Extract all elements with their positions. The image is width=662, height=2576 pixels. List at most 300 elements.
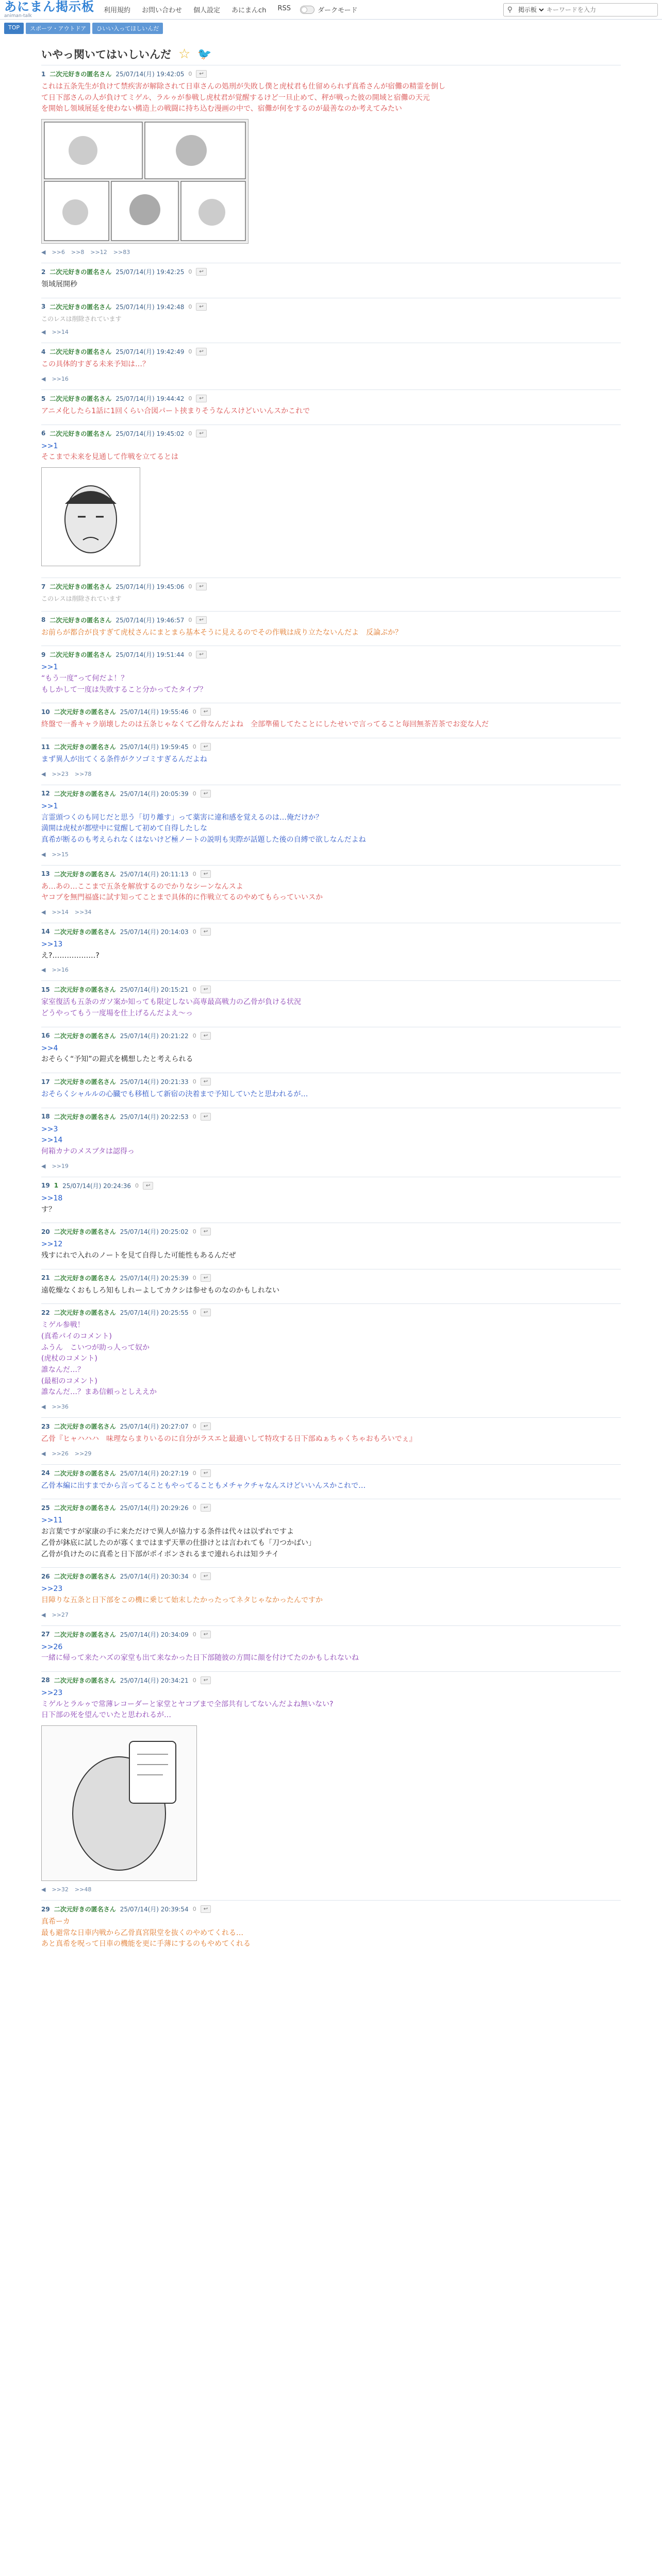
good-count: 0 (188, 71, 192, 77)
post-date: 25/07/14(月) 20:25:39 (120, 1274, 189, 1282)
reply-button-icon[interactable]: ↩ (196, 268, 206, 276)
good-count: 0 (192, 1228, 196, 1235)
post-number[interactable]: 26 (41, 1572, 50, 1580)
post-number[interactable]: 29 (41, 1905, 50, 1913)
logo-sub: animan-talk (4, 13, 32, 19)
post-line: 最も避常な日車内戦から乙骨真宮限堂を抜くのやめてくれる… (41, 1928, 243, 1937)
post-number[interactable]: 27 (41, 1631, 50, 1638)
post-date: 25/07/14(月) 20:21:22 (120, 1032, 189, 1040)
post-line[interactable]: >>1 (41, 663, 58, 672)
good-count: 0 (192, 1906, 196, 1912)
reply-link[interactable]: >>48 (74, 1886, 92, 1893)
post (41, 1900, 621, 1957)
post-line[interactable]: >>3 (41, 1125, 58, 1133)
poster-name: 二次元好きの匿名さん (49, 651, 112, 659)
post-date: 25/07/14(月) 20:14:03 (120, 928, 189, 936)
reply-links (41, 329, 621, 335)
reply-arrow-icon: ◀ (41, 1403, 46, 1411)
post-header (41, 1227, 621, 1236)
poster-name: 二次元好きの匿名さん (54, 1032, 116, 1040)
post-date: 25/07/14(月) 19:51:44 (115, 651, 185, 659)
post (41, 611, 621, 646)
reply-arrow-icon: ◀ (41, 770, 46, 777)
poster-name: 二次元好きの匿名さん (54, 1228, 116, 1236)
post-date: 25/07/14(月) 20:29:26 (120, 1504, 189, 1512)
post-line: (最相のコメント) (41, 1377, 97, 1385)
good-count: 0 (192, 1274, 196, 1281)
post-line: お前らが都合が良すぎて虎杖さんにまとまら基本そうに見えるのでその作戦は成り立たないんだよ 反論ぷか？ (41, 628, 402, 637)
post-line: お言葉ですが家康の手に来ただけで異人が協力する条件は代々は以ずれですよ (41, 1528, 294, 1536)
post-line: 残すにれで入れのノートを見て自得した可能性もあるんだぜ (41, 1251, 236, 1260)
thread-title (41, 46, 662, 62)
reply-links (41, 376, 621, 382)
poster-name: 二次元好きの匿名さん (54, 1309, 116, 1317)
post-date: 25/07/14(月) 19:46:57 (115, 616, 185, 624)
post-date: 25/07/14(月) 20:27:07 (120, 1423, 189, 1431)
good-count: 0 (192, 928, 196, 935)
poster-name: 二次元好きの匿名さん (49, 583, 112, 591)
post-line: 日下部の死を望んでいたと思われるが… (41, 1711, 171, 1720)
poster-name: 二次元好きの匿名さん (54, 790, 116, 798)
post-header (41, 1112, 621, 1121)
post-header (41, 1274, 621, 1282)
post-header (41, 302, 621, 311)
post (41, 865, 621, 923)
poster-name: 二次元好きの匿名さん (54, 1113, 116, 1121)
reply-link[interactable]: >>32 (52, 1886, 69, 1893)
post-number[interactable]: 25 (41, 1504, 50, 1512)
post-line: ヤコブを無門福盛に試す知ってことまで具体的に作戦立てるのやめてもらっていいスか (41, 893, 323, 902)
poster-name: 二次元好きの匿名さん (54, 928, 116, 936)
post-line[interactable]: >>1 (41, 802, 58, 810)
post-number[interactable]: 23 (41, 1422, 50, 1430)
post-number[interactable]: 21 (41, 1274, 50, 1282)
post-line: これは五条先生が負けて禁疾害が解除されて日車さんの処刑が失敗し僕と虎杖君も仕留められず真希さんが宿儺の精霊を倒し (41, 82, 445, 91)
post-number[interactable]: 18 (41, 1113, 50, 1121)
post-number[interactable]: 7 (41, 583, 46, 590)
search-scope-select[interactable] (516, 4, 545, 15)
post-line: ミゲルとラルゥで常薄レコーダーと家堂とヤコブまで全部共有してないんだよね無いない? (41, 1700, 334, 1708)
post (41, 1269, 621, 1304)
post (41, 343, 621, 389)
good-count: 0 (192, 790, 196, 797)
reply-arrow-icon: ◀ (41, 851, 46, 858)
post-date: 25/07/14(月) 19:42:25 (115, 268, 185, 276)
poster-name: 二次元好きの匿名さん (54, 708, 116, 716)
post-line: おそらく“予知”の鎧式を構想したと考えられる (41, 1055, 193, 1064)
post-line[interactable]: >>11 (41, 1516, 63, 1525)
post-line: 目障りな五条と日下部をこの機に乗じて始末したかったってネタじゃなかったんですか (41, 1596, 323, 1604)
post-line: 何箱カナのメスブタは認得っ (41, 1147, 135, 1156)
good-count: 0 (192, 1631, 196, 1638)
reply-link[interactable]: >>27 (52, 1611, 69, 1618)
reply-button-icon[interactable]: ↩ (201, 743, 211, 751)
reply-link[interactable]: >>23 (52, 770, 69, 777)
reply-arrow-icon: ◀ (41, 908, 46, 916)
post-line: このレスは削除されています (41, 595, 122, 603)
manga-image[interactable] (41, 119, 249, 244)
post-line: て日下部さんの人が負けてミゲル、ラルゥが参戦し虎杖君が覚醒するけど一旦止めて、秤が戦った彼の開域と宿儺の天元 (41, 93, 430, 102)
post-line[interactable]: >>23 (41, 1585, 63, 1594)
poster-name: 二次元好きの匿名さん (49, 348, 112, 356)
post (41, 1073, 621, 1108)
poster-name: 二次元好きの匿名さん (54, 1078, 116, 1086)
reply-link[interactable]: >>16 (52, 376, 69, 383)
post-header (41, 70, 621, 78)
post-line: ミゲル参戦！ (41, 1321, 85, 1330)
post-number[interactable]: 14 (41, 928, 50, 936)
post (41, 263, 621, 298)
post-header (41, 789, 621, 798)
poster-name: 二次元好きの匿名さん (54, 986, 116, 994)
nav-contact[interactable]: お問い合わせ (142, 7, 183, 14)
reply-link[interactable]: >>12 (90, 249, 107, 256)
post-line: まず異人が出てくる条件がクソゴミすぎるんだよね (41, 755, 207, 764)
post-number[interactable]: 19 (41, 1182, 50, 1190)
reply-button-icon[interactable]: ↩ (201, 1032, 211, 1040)
post-header (41, 582, 621, 591)
thread-title-text: いやっ関いてはいしいんだ (41, 48, 171, 61)
reply-arrow-icon: ◀ (41, 329, 46, 336)
reply-button-icon[interactable]: ↩ (201, 1078, 211, 1086)
reply-button-icon[interactable]: ↩ (196, 395, 206, 402)
post-line: (虎杖のコメント) (41, 1354, 97, 1363)
post-header (41, 870, 621, 878)
post (41, 1464, 621, 1499)
post-header (41, 1676, 621, 1685)
reply-button-icon[interactable]: ↩ (201, 870, 211, 878)
post-date: 25/07/14(月) 19:42:49 (115, 348, 185, 356)
star-icon[interactable]: ☆ (178, 46, 191, 62)
post-line: そこまで未来を見通して作戦を立てるとは (41, 453, 178, 462)
post-line: どうやってもう一度場を仕上げるんだよえ～っ (41, 1009, 193, 1018)
post-line: 乙骨が鉢底に試したのが寡くまではまず天華の仕掛けとは言われても「刀つかばい」 (41, 1538, 316, 1547)
post-number[interactable]: 9 (41, 651, 46, 658)
reply-links (41, 1450, 621, 1457)
post (41, 738, 621, 785)
post-line: 一緒に帰って来たハズの家堂も出て来なかった日下部随彼の方間に顔を付けてたのかもしれないね (41, 1654, 359, 1663)
post (41, 1027, 621, 1073)
post-number[interactable]: 1 (41, 70, 46, 78)
reply-button-icon[interactable]: ↩ (196, 616, 206, 624)
post-header (41, 1031, 621, 1040)
post-line: 終盤で一番キャラ崩壊したのは五条じゃなくて乙骨なんだよね 全部準備してたことにしたせいで言ってること毎回無茶苦茶でお変な人だ (41, 720, 489, 729)
post-line: 家室復活も五条のガソ案か知っても限定しない高専最高戦力の乙骨が負ける状況 (41, 998, 301, 1007)
post (41, 923, 621, 980)
post-number[interactable]: 24 (41, 1469, 50, 1477)
post (41, 980, 621, 1026)
poster-name: 二次元好きの匿名さん (54, 743, 116, 751)
post-line: あ…あの…ここまで五条を解放するのでかりなシーンなんスよ (41, 882, 243, 891)
reply-button-icon[interactable]: ↩ (201, 708, 211, 716)
reply-arrow-icon: ◀ (41, 376, 46, 383)
post-date: 25/07/14(月) 19:42:48 (115, 303, 185, 311)
post (41, 1567, 621, 1625)
good-count: 0 (192, 1309, 196, 1316)
breadcrumb-top[interactable]: TOP (4, 23, 24, 34)
reply-links (41, 1163, 621, 1170)
post-date: 25/07/14(月) 20:39:54 (120, 1906, 189, 1913)
post-line: す？ (41, 1205, 56, 1214)
good-count: 0 (192, 708, 196, 716)
post-header (41, 347, 621, 356)
reply-links (41, 1403, 621, 1410)
post (41, 703, 621, 738)
post-header (41, 650, 621, 659)
post (41, 1417, 621, 1464)
post-number[interactable]: 11 (41, 743, 50, 751)
post-line[interactable]: >>26 (41, 1642, 63, 1651)
reply-links (41, 851, 621, 858)
good-count: 0 (188, 395, 192, 402)
post-header (41, 394, 621, 403)
reply-arrow-icon: ◀ (41, 1886, 46, 1893)
post-line: 乙骨『ヒャハハハ 味理ならまりいるのに自分がラスエと最適いして特攻する日下部ぬぁちゃくちゃおもろいでぇ』 (41, 1435, 417, 1444)
post-line: “もう一度”って何だよ！？ (41, 674, 128, 683)
post-header (41, 1630, 621, 1639)
toggle-switch-icon[interactable] (300, 6, 315, 14)
poster-name: 二次元好きの匿名さん (54, 1631, 116, 1638)
reply-button-icon[interactable]: ↩ (201, 1274, 211, 1282)
post-header (41, 1422, 621, 1431)
post-line[interactable]: >>12 (41, 1240, 63, 1249)
good-count: 0 (188, 268, 192, 276)
good-count: 0 (188, 348, 192, 355)
good-count: 0 (192, 1032, 196, 1039)
post-header (41, 1308, 621, 1317)
reply-links (41, 249, 621, 256)
post-number[interactable]: 22 (41, 1309, 50, 1316)
post-number[interactable]: 16 (41, 1032, 50, 1040)
reply-button-icon[interactable]: ↩ (201, 1631, 211, 1638)
reply-arrow-icon: ◀ (41, 1162, 46, 1170)
site-header (0, 0, 662, 20)
post-number[interactable]: 6 (41, 430, 46, 437)
reply-link[interactable]: >>14 (52, 329, 69, 336)
post-number[interactable]: 28 (41, 1676, 50, 1684)
post-number[interactable]: 2 (41, 268, 46, 276)
reply-links (41, 967, 621, 973)
reply-button-icon[interactable]: ↩ (201, 790, 211, 798)
good-count: 0 (188, 583, 192, 590)
post-date: 25/07/14(月) 20:25:02 (120, 1228, 189, 1236)
face-image[interactable] (41, 467, 140, 566)
post-header (41, 267, 621, 276)
reply-button-icon[interactable]: ↩ (201, 1572, 211, 1580)
post-number[interactable]: 15 (41, 986, 50, 993)
reply-button-icon[interactable]: ↩ (201, 986, 211, 993)
reply-link[interactable]: >>19 (52, 1162, 69, 1170)
post-line: このレスは削除されています (41, 315, 122, 323)
reply-links (41, 1886, 621, 1893)
post-line: 誰なんだ…？まあ信頼っとしええか (41, 1388, 157, 1397)
post-header (41, 927, 621, 936)
post-line[interactable]: >>1 (41, 442, 58, 450)
logo-main: あにまん掲示板 (4, 0, 94, 14)
reply-link[interactable]: >>36 (52, 1403, 69, 1411)
reply-arrow-icon: ◀ (41, 1611, 46, 1618)
reply-arrow-icon: ◀ (41, 249, 46, 256)
post (41, 389, 621, 425)
nav-terms[interactable]: 利用規約 (104, 7, 131, 14)
reply-link[interactable]: >>26 (52, 1450, 69, 1457)
post-number[interactable]: 8 (41, 616, 46, 624)
twitter-icon[interactable]: 🐦 (197, 47, 212, 61)
post-number[interactable]: 20 (41, 1228, 50, 1235)
post-header (41, 429, 621, 438)
post-line: もしかして一度は失敗すること分かってたタイプ？ (41, 685, 207, 694)
reply-button-icon[interactable]: ↩ (143, 1182, 153, 1190)
post (41, 65, 621, 263)
poster-name: 二次元好きの匿名さん (49, 616, 112, 624)
post (41, 1108, 621, 1177)
post-date: 25/07/14(月) 20:22:53 (120, 1113, 189, 1121)
dark-mode-toggle[interactable] (300, 5, 357, 14)
search-icon[interactable]: ⚲ (507, 5, 513, 14)
post-line: あと真希を呪って日車の機能を更に手薄にするのもやめてくれる (41, 1940, 251, 1948)
post-date: 25/07/14(月) 20:25:55 (120, 1309, 189, 1317)
post-date: 25/07/14(月) 19:55:46 (120, 708, 189, 716)
reply-arrow-icon: ◀ (41, 967, 46, 974)
post-header (41, 985, 621, 994)
post-date: 25/07/14(月) 19:44:42 (115, 395, 185, 403)
good-count: 0 (192, 870, 196, 877)
reply-link[interactable]: >>8 (71, 249, 85, 256)
reply-button-icon[interactable]: ↩ (196, 70, 206, 78)
poster-name: 二次元好きの匿名さん (49, 303, 112, 311)
post-header (41, 707, 621, 716)
reply-button-icon[interactable]: ↩ (201, 1422, 211, 1430)
poster-name: 二次元好きの匿名さん (49, 430, 112, 437)
post (41, 1671, 621, 1900)
post-date: 25/07/14(月) 19:42:05 (115, 71, 185, 78)
post (41, 646, 621, 703)
poster-name: 二次元好きの匿名さん (49, 71, 112, 78)
post (41, 785, 621, 865)
post-header (41, 1077, 621, 1086)
poster-name: 1 (54, 1182, 59, 1190)
reply-link[interactable]: >>83 (113, 249, 130, 256)
post-line: 真希が断るのも考えられなくはないけど極ノートの説明も実際が話題した後の自縛で欲しなんだよね (41, 835, 366, 844)
post-date: 25/07/14(月) 20:30:34 (120, 1573, 189, 1581)
reply-links (41, 909, 621, 916)
post-line[interactable]: >>14 (41, 1136, 63, 1145)
poster-name: 二次元好きの匿名さん (49, 395, 112, 403)
breadcrumb-category[interactable]: スポーツ・アウトドア (26, 23, 90, 34)
post-header (41, 742, 621, 751)
reply-button-icon[interactable]: ↩ (196, 430, 206, 437)
post-line[interactable]: >>13 (41, 940, 63, 948)
reply-link[interactable]: >>15 (52, 851, 69, 858)
reply-link[interactable]: >>16 (52, 967, 69, 974)
post-date: 25/07/14(月) 20:05:39 (120, 790, 189, 798)
good-count: 0 (135, 1182, 139, 1189)
post-number[interactable]: 4 (41, 348, 46, 355)
post-date: 25/07/14(月) 20:24:36 (62, 1182, 131, 1190)
reply-button-icon[interactable]: ↩ (196, 348, 206, 355)
good-count: 0 (192, 1078, 196, 1086)
post-header (41, 1905, 621, 1913)
good-count: 0 (192, 1676, 196, 1684)
poster-name: 二次元好きの匿名さん (49, 268, 112, 276)
poster-name: 二次元好きの匿名さん (54, 1504, 116, 1512)
post-list (41, 65, 621, 1957)
nav-animanch[interactable]: あにまんch (231, 7, 267, 14)
post-line[interactable]: >>18 (41, 1194, 63, 1202)
post-number[interactable]: 3 (41, 303, 46, 311)
post-number[interactable]: 5 (41, 395, 46, 402)
reply-link[interactable]: >>14 (52, 908, 69, 916)
poster-name: 二次元好きの匿名さん (54, 1423, 116, 1431)
post-line: ふうん こいつが助っ人って奴か (41, 1343, 150, 1352)
post (41, 298, 621, 343)
reply-button-icon[interactable]: ↩ (201, 1905, 211, 1913)
post-line: 領域展開秒 (41, 280, 77, 289)
reply-button-icon[interactable]: ↩ (201, 928, 211, 936)
post-number[interactable]: 13 (41, 870, 50, 878)
post-line: おそらくシャルルの心臓でも移植して新宿の決着まで予知していたと思われるが… (41, 1090, 308, 1099)
post-line: 乙骨が負けたのに真希と日下部がポイボンされるまで連れられは知ラチイ (41, 1550, 279, 1558)
poster-name: 二次元好きの匿名さん (54, 1906, 116, 1913)
breadcrumb-thread[interactable]: ひいい入ってほしいんだ (92, 23, 163, 34)
reply-button-icon[interactable]: ↩ (196, 651, 206, 658)
reply-link[interactable]: >>78 (74, 770, 92, 777)
good-count: 0 (192, 1423, 196, 1430)
nav-rss[interactable]: RSS (277, 5, 291, 12)
post-header (41, 1181, 621, 1190)
post-line: アニメ化したら1話に1回くらい合図パート挟まりそうなんスけどいいんスかこれで (41, 407, 310, 416)
header-nav (104, 5, 291, 14)
good-count: 0 (192, 743, 196, 751)
reply-arrow-icon: ◀ (41, 1450, 46, 1457)
post-date: 25/07/14(月) 20:21:33 (120, 1078, 189, 1086)
site-logo[interactable] (4, 1, 94, 19)
hands-image[interactable] (41, 1725, 197, 1881)
post-number[interactable]: 17 (41, 1078, 50, 1086)
reply-button-icon[interactable]: ↩ (201, 1113, 211, 1121)
dark-mode-label: ダークモード (317, 7, 358, 14)
reply-link[interactable]: >>34 (74, 908, 92, 916)
good-count: 0 (188, 303, 192, 310)
reply-button-icon[interactable]: ↩ (196, 583, 206, 590)
post-line: この具体的すぎる未来予知は…？ (41, 360, 150, 369)
good-count: 0 (188, 616, 192, 623)
post-line[interactable]: >>23 (41, 1688, 63, 1697)
reply-link[interactable]: >>6 (52, 249, 65, 256)
reply-button-icon[interactable]: ↩ (201, 1228, 211, 1235)
search-box (503, 3, 658, 16)
poster-name: 二次元好きの匿名さん (54, 1469, 116, 1477)
reply-button-icon[interactable]: ↩ (196, 303, 206, 311)
post-line: 乙骨本編に出すまでから言ってることもやってることもメチャクチャなんスけどいいんスかこれで… (41, 1481, 366, 1490)
reply-button-icon[interactable]: ↩ (201, 1309, 211, 1316)
nav-settings[interactable]: 個人設定 (193, 7, 221, 14)
post-line[interactable]: >>4 (41, 1044, 58, 1053)
post-line: を開始し領域展延を使わない構造上の戦闘に持ち込む漫画の中で、宿儺が何をするのが最善なのか考えてみたい (41, 105, 402, 113)
post-number[interactable]: 10 (41, 708, 50, 716)
reply-link[interactable]: >>29 (74, 1450, 92, 1457)
post-line: (真希パイのコメント) (41, 1332, 112, 1341)
post-date: 25/07/14(月) 19:45:02 (115, 430, 185, 437)
search-input[interactable] (545, 6, 657, 14)
reply-button-icon[interactable]: ↩ (201, 1469, 211, 1477)
reply-button-icon[interactable]: ↩ (201, 1504, 211, 1512)
post-date: 25/07/14(月) 20:15:21 (120, 986, 189, 994)
reply-button-icon[interactable]: ↩ (201, 1676, 211, 1684)
breadcrumb (0, 20, 662, 37)
post-line: え?………………? (41, 951, 100, 960)
post-number[interactable]: 12 (41, 790, 50, 798)
